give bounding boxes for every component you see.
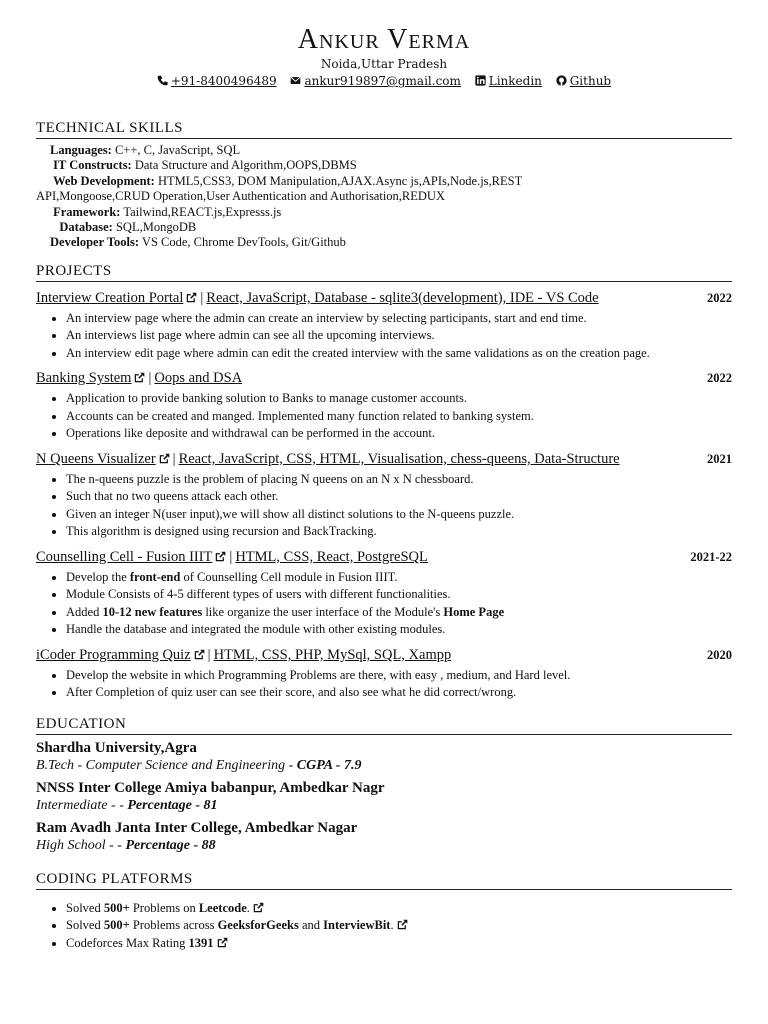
education-degree bbox=[36, 757, 732, 775]
project-header-left bbox=[36, 288, 599, 308]
skill-row-web-development bbox=[50, 174, 732, 189]
project-year: 2021 bbox=[707, 451, 732, 466]
project-header-left bbox=[36, 368, 242, 388]
project-bullet: • The n-queens puzzle is the problem of placing N queens on an N x N chessboard. bbox=[66, 471, 732, 489]
external-link-icon[interactable] bbox=[134, 372, 145, 383]
contact-phone[interactable] bbox=[157, 72, 277, 90]
phone-icon bbox=[157, 75, 168, 86]
external-link-icon[interactable] bbox=[186, 292, 197, 303]
contact-github[interactable] bbox=[556, 72, 611, 90]
project-tech-stack: Oops and DSA bbox=[154, 370, 243, 387]
linkedin-link[interactable]: Linkedin bbox=[488, 74, 542, 88]
external-link-icon[interactable] bbox=[397, 919, 408, 930]
project-header bbox=[36, 547, 732, 567]
project-bullet: • After Completion of quiz user can see their score, and also see what he did correct/wrong. bbox=[66, 684, 732, 702]
separator: | bbox=[172, 450, 176, 467]
skill-row-languages bbox=[50, 143, 732, 158]
skill-label: Developer Tools: bbox=[50, 235, 140, 250]
bullet-text: of Counselling Cell module in Fusion IIIT. bbox=[180, 569, 398, 584]
education-score: Percentage - 81 bbox=[127, 797, 218, 813]
education-degree bbox=[36, 797, 732, 815]
project-bullet bbox=[66, 621, 732, 639]
section-title-projects: PROJECTS bbox=[36, 263, 732, 282]
mail-icon bbox=[290, 75, 301, 86]
coding-emphasis: 500+ bbox=[103, 918, 130, 933]
separator: | bbox=[200, 289, 204, 306]
project-header bbox=[36, 368, 732, 388]
email-link[interactable]: ankur919897@gmail.com bbox=[304, 74, 461, 88]
project-title-link[interactable]: Banking System bbox=[36, 370, 132, 387]
project-header bbox=[36, 288, 732, 308]
section-title-education: EDUCATION bbox=[36, 716, 732, 735]
project-bullet: • Application to provide banking solution to Banks to manage customer accounts. bbox=[66, 390, 732, 408]
section-title-skills: TECHNICAL SKILLS bbox=[36, 120, 732, 139]
phone-link[interactable]: +91-8400496489 bbox=[170, 74, 277, 88]
coding-platform-item bbox=[66, 917, 732, 935]
project-bullet: • Develop the website in which Programming Problems are there, with easy , medium, and Hard level. bbox=[66, 667, 732, 685]
coding-emphasis: Leetcode bbox=[198, 900, 247, 915]
skill-row-developer-tools bbox=[50, 235, 732, 250]
project-tech-stack: HTML, CSS, PHP, MySql, SQL, Xampp bbox=[213, 646, 452, 663]
contact-email[interactable] bbox=[290, 72, 460, 90]
resume-page bbox=[36, 0, 732, 952]
project-bullet: • An interview page where the admin can create an interview by selecting participants, start and end time. bbox=[66, 310, 732, 328]
project-bullets bbox=[36, 569, 732, 639]
bullet-text: Module Consists of 4-5 different types of users with different functionalities. bbox=[66, 587, 451, 602]
coding-text: Problems on bbox=[129, 900, 199, 915]
skill-row-database bbox=[50, 220, 732, 235]
coding-emphasis: 1391 bbox=[188, 935, 214, 950]
separator: | bbox=[148, 370, 152, 387]
project-year: 2022 bbox=[707, 290, 732, 305]
bullet-text: Handle the database and integrated the module with other existing modules. bbox=[66, 622, 446, 637]
skill-label: Database: bbox=[59, 220, 113, 235]
coding-platform-item bbox=[66, 900, 732, 918]
github-link[interactable]: Github bbox=[569, 74, 612, 88]
coding-text: Codeforces Max Rating bbox=[66, 935, 189, 950]
education-score: Percentage - 88 bbox=[125, 837, 216, 853]
bullet-emphasis: Home Page bbox=[443, 604, 505, 619]
project-tech-stack: React, JavaScript, CSS, HTML, Visualisation, chess-queens, Data-Structure bbox=[178, 450, 620, 467]
external-link-icon[interactable] bbox=[194, 649, 205, 660]
coding-text: Problems across bbox=[129, 918, 218, 933]
skill-row-web-development-cont: API,Mongoose,CRUD Operation,User Authentication and Authorisation,REDUX bbox=[36, 189, 445, 204]
skill-label: Web Development: bbox=[53, 173, 155, 188]
project-year: 2021-22 bbox=[690, 549, 732, 564]
project-header-left bbox=[36, 547, 428, 567]
skill-value: C++, C, JavaScript, SQL bbox=[114, 143, 241, 157]
skill-value: Tailwind,REACT.js,Expresss.js bbox=[123, 204, 282, 219]
education-degree-text: Intermediate - - bbox=[36, 797, 128, 813]
bullet-text: like organize the user interface of the Module's bbox=[202, 604, 444, 619]
external-link-icon[interactable] bbox=[159, 453, 170, 464]
project-year: 2022 bbox=[707, 371, 732, 386]
project-tech-stack: HTML, CSS, React, PostgreSQL bbox=[235, 548, 428, 565]
coding-emphasis: InterviewBit bbox=[323, 918, 391, 933]
project-title-link[interactable]: Interview Creation Portal bbox=[36, 289, 184, 306]
education-list bbox=[36, 739, 732, 855]
project-header bbox=[36, 449, 732, 469]
skills-list bbox=[36, 143, 732, 251]
section-title-coding: CODING PLATFORMS bbox=[36, 871, 732, 890]
coding-text: . bbox=[246, 900, 250, 915]
project-bullets bbox=[36, 667, 732, 702]
education-degree-text: High School - - bbox=[36, 837, 126, 853]
skill-value: HTML5,CSS3, DOM Manipulation,AJAX.Async js,APIs,Node.js,REST bbox=[157, 173, 523, 188]
skill-value: SQL,MongoDB bbox=[115, 220, 197, 235]
bullet-emphasis: 10-12 new features bbox=[102, 604, 203, 619]
skill-label: Languages: bbox=[50, 143, 112, 157]
coding-platforms-list bbox=[36, 900, 732, 953]
project-header bbox=[36, 645, 732, 665]
project-bullet: • An interview edit page where admin can edit the created interview with the same validations as on the creation page. bbox=[66, 345, 732, 363]
skill-value: VS Code, Chrome DevTools, Git/Github bbox=[141, 235, 346, 250]
skill-row-framework bbox=[50, 205, 732, 220]
project-bullet: • Operations like deposite and withdrawal can be performed in the account. bbox=[66, 425, 732, 443]
project-header-left bbox=[36, 645, 451, 665]
project-bullet: • An interviews list page where admin can see all the upcoming interviews. bbox=[66, 327, 732, 345]
project-header-left bbox=[36, 449, 620, 469]
bullet-text: Develop the bbox=[66, 569, 130, 584]
coding-text: Solved bbox=[66, 918, 104, 933]
projects-list bbox=[36, 288, 732, 702]
external-link-icon[interactable] bbox=[217, 937, 228, 948]
separator: | bbox=[229, 548, 233, 565]
education-school: Ram Avadh Janta Inter College, Ambedkar Nagar bbox=[36, 819, 358, 836]
coding-text: and bbox=[298, 918, 324, 933]
project-bullets bbox=[36, 471, 732, 541]
coding-emphasis: 500+ bbox=[103, 900, 130, 915]
project-title-link[interactable]: Counselling Cell - Fusion IIIT bbox=[36, 548, 213, 565]
bullet-emphasis: front-end bbox=[129, 569, 181, 584]
project-bullet bbox=[66, 586, 732, 604]
project-bullet bbox=[66, 604, 732, 622]
coding-text: . bbox=[390, 918, 394, 933]
education-school: NNSS Inter College Amiya babanpur, Ambedkar Nagr bbox=[36, 779, 385, 796]
candidate-location: Noida,Uttar Pradesh bbox=[320, 57, 448, 71]
project-bullet: • Given an integer N(user input),we will show all distinct solutions to the N-queens puzzle. bbox=[66, 506, 732, 524]
education-school: Shardha University,Agra bbox=[36, 739, 197, 756]
project-year: 2020 bbox=[707, 647, 732, 662]
project-tech-stack: React, JavaScript, Database - sqlite3(development), IDE - VS Code bbox=[206, 289, 599, 306]
bullet-text: Added bbox=[66, 604, 103, 619]
education-degree bbox=[36, 837, 732, 855]
external-link-icon[interactable] bbox=[215, 551, 226, 562]
external-link-icon[interactable] bbox=[253, 902, 264, 913]
project-bullet: • Accounts can be created and manged. Implemented many function related to banking system. bbox=[66, 408, 732, 426]
github-icon bbox=[556, 75, 567, 86]
contact-bar bbox=[36, 72, 732, 90]
linkedin-icon bbox=[475, 75, 486, 86]
education-score: CGPA - 7.9 bbox=[296, 757, 362, 773]
candidate-name: Ankur Verma bbox=[297, 24, 471, 55]
coding-emphasis: GeeksforGeeks bbox=[217, 918, 299, 933]
skill-row-it-constructs bbox=[50, 158, 732, 173]
project-bullets bbox=[36, 310, 732, 363]
project-title-link[interactable]: N Queens Visualizer bbox=[36, 450, 156, 467]
skill-label: IT Constructs: bbox=[53, 158, 132, 173]
project-bullet bbox=[66, 569, 732, 587]
project-bullets bbox=[36, 390, 732, 443]
separator: | bbox=[207, 646, 211, 663]
coding-text: Solved bbox=[66, 900, 104, 915]
skill-value: Data Structure and Algorithm,OOPS,DBMS bbox=[134, 158, 357, 173]
project-title-link[interactable]: iCoder Programming Quiz bbox=[36, 646, 191, 663]
education-degree-text: B.Tech - Computer Science and Engineering - bbox=[36, 757, 297, 773]
skill-label: Framework: bbox=[53, 204, 121, 219]
project-bullet: • Such that no two queens attack each other. bbox=[66, 488, 732, 506]
contact-linkedin[interactable] bbox=[475, 72, 542, 90]
project-bullet: • This algorithm is designed using recursion and BackTracking. bbox=[66, 523, 732, 541]
coding-platform-item bbox=[66, 935, 732, 953]
